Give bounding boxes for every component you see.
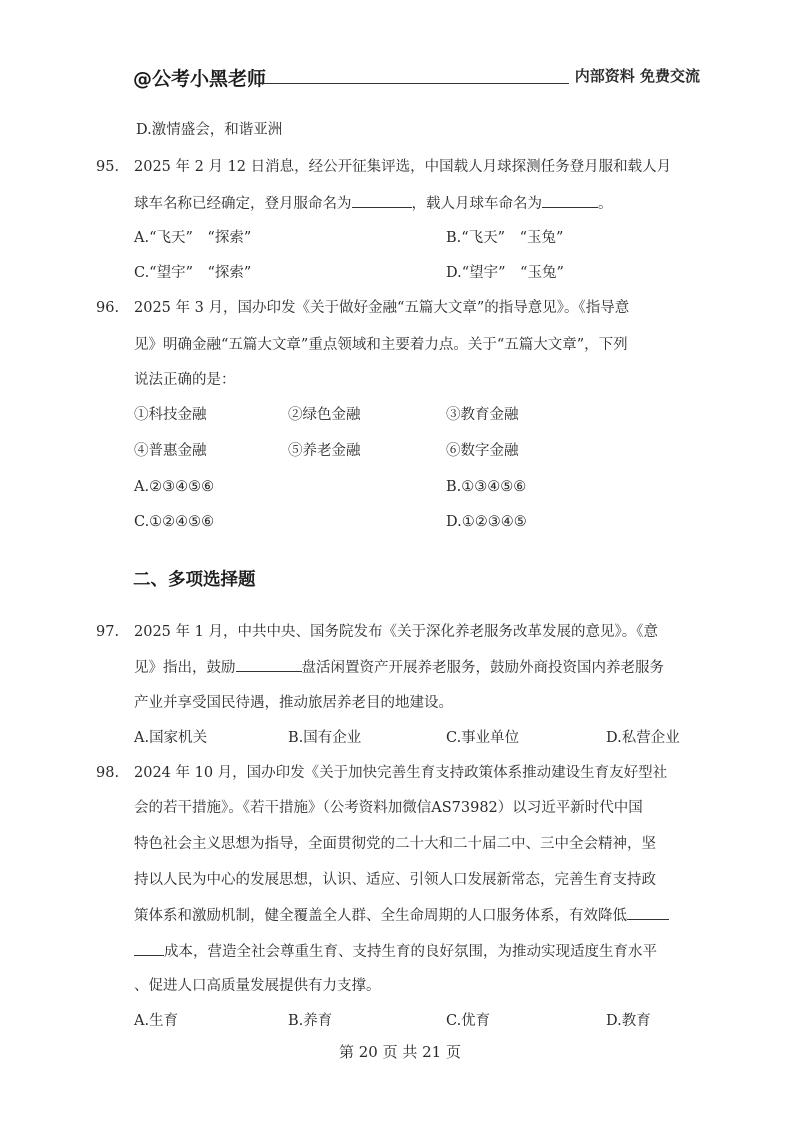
q95-line-2b: ，载人月球车命名为	[411, 196, 542, 212]
answer-blank	[542, 193, 598, 208]
q96-option-b: B.①③④⑤⑥	[446, 479, 527, 495]
q98-line-5	[134, 905, 669, 926]
q96-option-a: A.②③④⑤⑥	[134, 479, 215, 495]
q98-line-1: 2024 年 10 月，国办印发《关于加快完善生育支持政策体系推动建设生育友好型社	[134, 765, 668, 781]
q98-line-2: 会的若干措施》。《若干措施》（公考资料加微信AS73982）以习近平新时代中国	[134, 800, 643, 816]
q96-item-1: ①科技金融	[134, 407, 207, 423]
q98-option-c: C.优育	[446, 1013, 491, 1029]
q95-option-c: C.“望宇” “探索”	[134, 265, 252, 281]
q97-line-2a: 见》指出，鼓励	[134, 660, 236, 676]
q96-option-d: D.①②③④⑤	[446, 514, 527, 530]
q97-line-2	[134, 657, 664, 678]
q96-item-3: ③教育金融	[446, 407, 519, 423]
answer-blank	[627, 905, 669, 920]
q96-line-1: 2025 年 3 月，国办印发《关于做好金融“五篇大文章”的指导意见》。《指导意	[134, 300, 630, 316]
q98-line-5-text: 策体系和激励机制，健全覆盖全人群、全生命周期的人口服务体系，有效降低	[134, 908, 627, 924]
q96-item-2: ②绿色金融	[288, 407, 361, 423]
q97-line-1: 2025 年 1 月，中共中央、国务院发布《关于深化养老服务改革发展的意见》。《意	[134, 624, 658, 640]
answer-blank	[134, 941, 164, 956]
q95-option-d: D.“望宇” “玉兔”	[446, 265, 564, 281]
question-number-97: 97.	[96, 624, 120, 640]
q96-item-4: ④普惠金融	[134, 443, 207, 459]
q97-option-d: D.私营企业	[606, 730, 680, 746]
q95-line-2c: 。	[598, 196, 613, 212]
q98-line-7: 、促进人口高质量发展提供有力支撑。	[134, 978, 381, 994]
answer-blank	[352, 193, 412, 208]
q95-line-2a: 球车名称已经确定，登月服命名为	[134, 196, 352, 212]
question-number-98: 98.	[96, 765, 120, 781]
answer-blank	[236, 657, 302, 672]
q96-item-6: ⑥数字金融	[446, 443, 519, 459]
question-number-95: 95.	[96, 159, 120, 175]
question-number-96: 96.	[96, 300, 120, 316]
q97-line-2b: 盘活闲置资产开展养老服务，鼓励外商投资国内养老服务	[301, 660, 664, 676]
q98-line-6-text: 成本，营造全社会尊重生育、支持生育的良好氛围，为推动实现适度生育水平	[164, 944, 657, 960]
section-title: 二、多项选择题	[133, 570, 256, 590]
prev-option-d: D.激情盛会，和谐亚洲	[136, 122, 283, 138]
q96-line-2: 见》明确金融“五篇大文章”重点领域和主要着力点。关于“五篇大文章”，下列	[134, 337, 628, 353]
header-brand: @公考小黑老师	[133, 68, 267, 90]
q98-option-d: D.教育	[606, 1013, 651, 1029]
q98-option-a: A.生育	[134, 1013, 179, 1029]
header-right-label: 内部资料 免费交流	[569, 65, 700, 86]
q97-option-c: C.事业单位	[446, 730, 520, 746]
q95-line-1: 2025 年 2 月 12 日消息，经公开征集评选，中国载人月球探测任务登月服和载人月	[134, 159, 672, 175]
q95-line-2	[134, 193, 613, 214]
q96-option-c: C.①②④⑤⑥	[134, 514, 215, 530]
q97-option-b: B.国有企业	[288, 730, 362, 746]
page-header	[133, 64, 700, 88]
q96-line-3: 说法正确的是：	[134, 372, 236, 388]
q98-line-3: 特色社会主义思想为指导，全面贯彻党的二十大和二十届二中、三中全会精神，坚	[134, 836, 656, 852]
q95-option-b: B.“飞天” “玉兔”	[446, 230, 564, 246]
q98-line-6	[134, 941, 657, 962]
q97-option-a: A.国家机关	[134, 730, 208, 746]
q95-option-a: A.“飞天” “探索”	[134, 230, 252, 246]
q96-item-5: ⑤养老金融	[288, 443, 361, 459]
q98-line-4: 持以人民为中心的发展思想，认识、适应、引领人口发展新常态，完善生育支持政	[134, 872, 656, 888]
page-footer: 第 20 页 共 21 页	[338, 1043, 461, 1061]
q97-line-3: 产业并享受国民待遇，推动旅居养老目的地建设。	[134, 695, 453, 711]
q98-option-b: B.养育	[288, 1013, 333, 1029]
